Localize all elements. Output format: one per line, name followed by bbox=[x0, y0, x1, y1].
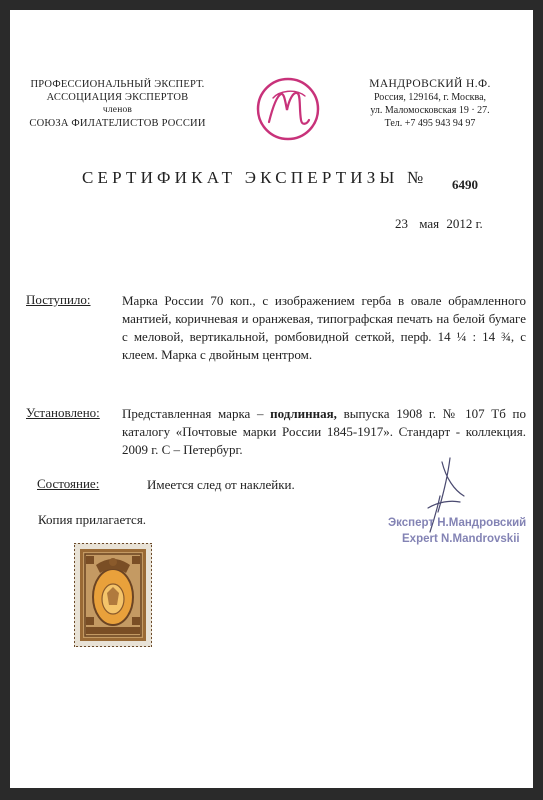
established-post: выпуска 1908 г. № 107 Тб по каталогу «Почтовые марки России 1845-1917». Стандарт - коллекция. 2009 г. С – Петербург. bbox=[122, 406, 526, 457]
postage-stamp-image bbox=[74, 543, 152, 647]
date-day: 23 bbox=[395, 216, 408, 231]
certificate-date bbox=[395, 216, 483, 232]
condition-text: Имеется след от наклейки. bbox=[147, 477, 295, 492]
received-label: Поступило: bbox=[26, 292, 91, 307]
left-org-line2: АССОЦИАЦИЯ ЭКСПЕРТОВ bbox=[46, 92, 189, 103]
date-month: мая bbox=[419, 216, 440, 231]
stamp-line-ru: Эксперт Н.Мандровский bbox=[388, 517, 527, 529]
left-organization-block bbox=[10, 78, 225, 130]
left-org-line4: СОЮЗА ФИЛАТЕЛИСТОВ РОССИИ bbox=[29, 118, 206, 129]
stamp-line-en: Expert N.Mandrovskii bbox=[402, 533, 520, 545]
received-text: Марка России 70 коп., с изображением герба в овале обрамленного мантией, коричневая и оранжевая, типографская печать на белой бумаге с меловой, вертикальной, ромбовидной сеткой, перф. 14 ¼ : 14 ¾, с клеем. Марка с двойным центром. bbox=[122, 293, 526, 362]
certificate-number: 6490 bbox=[452, 177, 478, 192]
right-organization-block bbox=[330, 78, 530, 130]
copy-attached-text: Копия прилагается. bbox=[38, 512, 147, 527]
established-verdict: подлинная, bbox=[270, 406, 337, 421]
monogram-logo-icon bbox=[255, 76, 321, 142]
expert-stamp bbox=[388, 515, 533, 547]
expert-address-line1: Россия, 129164, г. Москва, bbox=[373, 92, 487, 103]
left-org-line3: членов bbox=[102, 105, 133, 115]
condition-label: Состояние: bbox=[37, 476, 100, 491]
expert-name: МАНДРОВСКИЙ Н.Ф. bbox=[369, 78, 491, 90]
expert-phone: Тел. +7 495 943 94 97 bbox=[384, 118, 476, 129]
established-label: Установлено: bbox=[26, 405, 100, 420]
expert-address-line2: ул. Маломосковская 19 · 27. bbox=[370, 105, 490, 116]
certificate-title: СЕРТИФИКАТ ЭКСПЕРТИЗЫ № bbox=[82, 168, 428, 187]
certificate-page bbox=[10, 10, 533, 788]
established-pre: Представленная марка – bbox=[122, 406, 271, 421]
left-org-line1: ПРОФЕССИОНАЛЬНЫЙ ЭКСПЕРТ. bbox=[30, 79, 205, 90]
established-text bbox=[122, 405, 526, 459]
date-year: 2012 г. bbox=[446, 216, 483, 231]
